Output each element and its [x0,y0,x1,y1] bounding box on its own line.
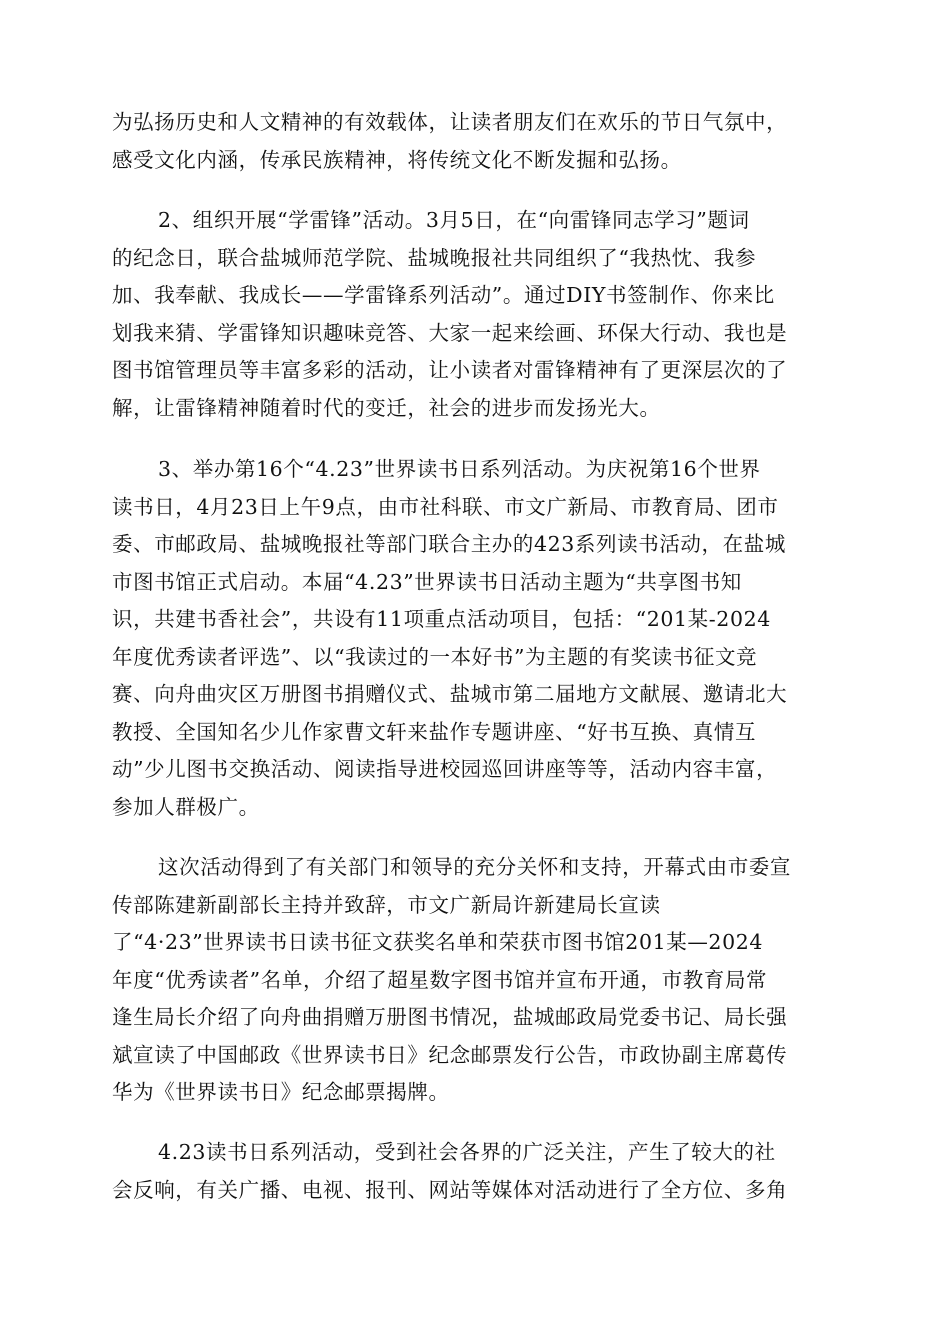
text-line: 传部陈建新副部长主持并致辞，市文广新局许新建局长宣读 [112,892,661,917]
text-line: 赛、向舟曲灾区万册图书捐赠仪式、盐城市第二届地方文献展、邀请北大 [112,682,788,706]
text-line: 这次活动得到了有关部门和领导的充分关怀和支持，开幕式由市委宣 [158,855,791,879]
text-line: 感受文化内涵，传承民族精神，将传统文化不断发掘和弘扬。 [112,147,682,172]
text-line: 为弘扬历史和人文精神的有效载体，让读者朋友们在欢乐的节日气氛中， [112,110,788,134]
text-line: 动”少儿图书交换活动、阅读指导进校园巡回讲座等等，活动内容丰富， [112,757,778,781]
text-line: 华为《世界读书日》纪念邮票揭牌。 [112,1080,450,1104]
text-line: 识，共建书香社会”，共设有11项重点活动项目，包括：“201某-2024 [112,607,771,631]
paragraph-3 [112,451,852,826]
text-line: 加、我奉献、我成长——学雷锋系列活动”。通过DIY书签制作、你来比 [112,283,775,307]
text-line: 3、举办第16个“4.23”世界读书日系列活动。为庆祝第16个世界 [158,457,761,481]
text-line: 划我来猜、学雷锋知识趣味竞答、大家一起来绘画、环保大行动、我也是 [112,320,788,345]
text-line: 委、市邮政局、盐城晚报社等部门联合主办的423系列读书活动，在盐城 [112,532,786,556]
text-line: 了“4·23”世界读书日读书征文获奖名单和荣获市图书馆201某—2024 [112,930,764,954]
text-line: 图书馆管理员等丰富多彩的活动，让小读者对雷锋精神有了更深层次的了 [112,358,788,382]
paragraph-5 [112,1134,852,1209]
paragraph-2 [112,202,852,427]
text-line: 年度“优秀读者”名单，介绍了超星数字图书馆并宣布开通，市教育局常 [112,967,768,992]
text-line: 逢生局长介绍了向舟曲捐赠万册图书情况，盐城邮政局党委书记、局长强 [112,1005,788,1029]
text-line: 市图书馆正式启动。本届“4.23”世界读书日活动主题为“共享图书知 [112,569,742,594]
paragraph-1 [112,104,852,179]
text-line: 年度优秀读者评选”、以“我读过的一本好书”为主题的有奖读书征文竞 [112,644,758,669]
text-line: 读书日，4月23日上午9点，由市社科联、市文广新局、市教育局、团市 [112,494,779,519]
text-line: 的纪念日，联合盐城师范学院、盐城晚报社共同组织了“我热忱、我参 [112,245,757,270]
text-line: 2、组织开展“学雷锋”活动。3月5日，在“向雷锋同志学习”题词 [158,208,750,232]
text-line: 会反响，有关广播、电视、报刊、网站等媒体对活动进行了全方位、多角 [112,1177,788,1202]
text-line: 解，让雷锋精神随着时代的变迁，社会的进步而发扬光大。 [112,395,661,420]
text-line: 4.23读书日系列活动，受到社会各界的广泛关注，产生了较大的社 [158,1140,776,1164]
paragraph-4 [112,849,852,1112]
text-line: 斌宣读了中国邮政《世界读书日》纪念邮票发行公告，市政协副主席葛传 [112,1042,788,1067]
text-line: 参加人群极广。 [112,794,260,819]
text-line: 教授、全国知名少儿作家曹文轩来盐作专题讲座、“好书互换、真情互 [112,719,757,744]
